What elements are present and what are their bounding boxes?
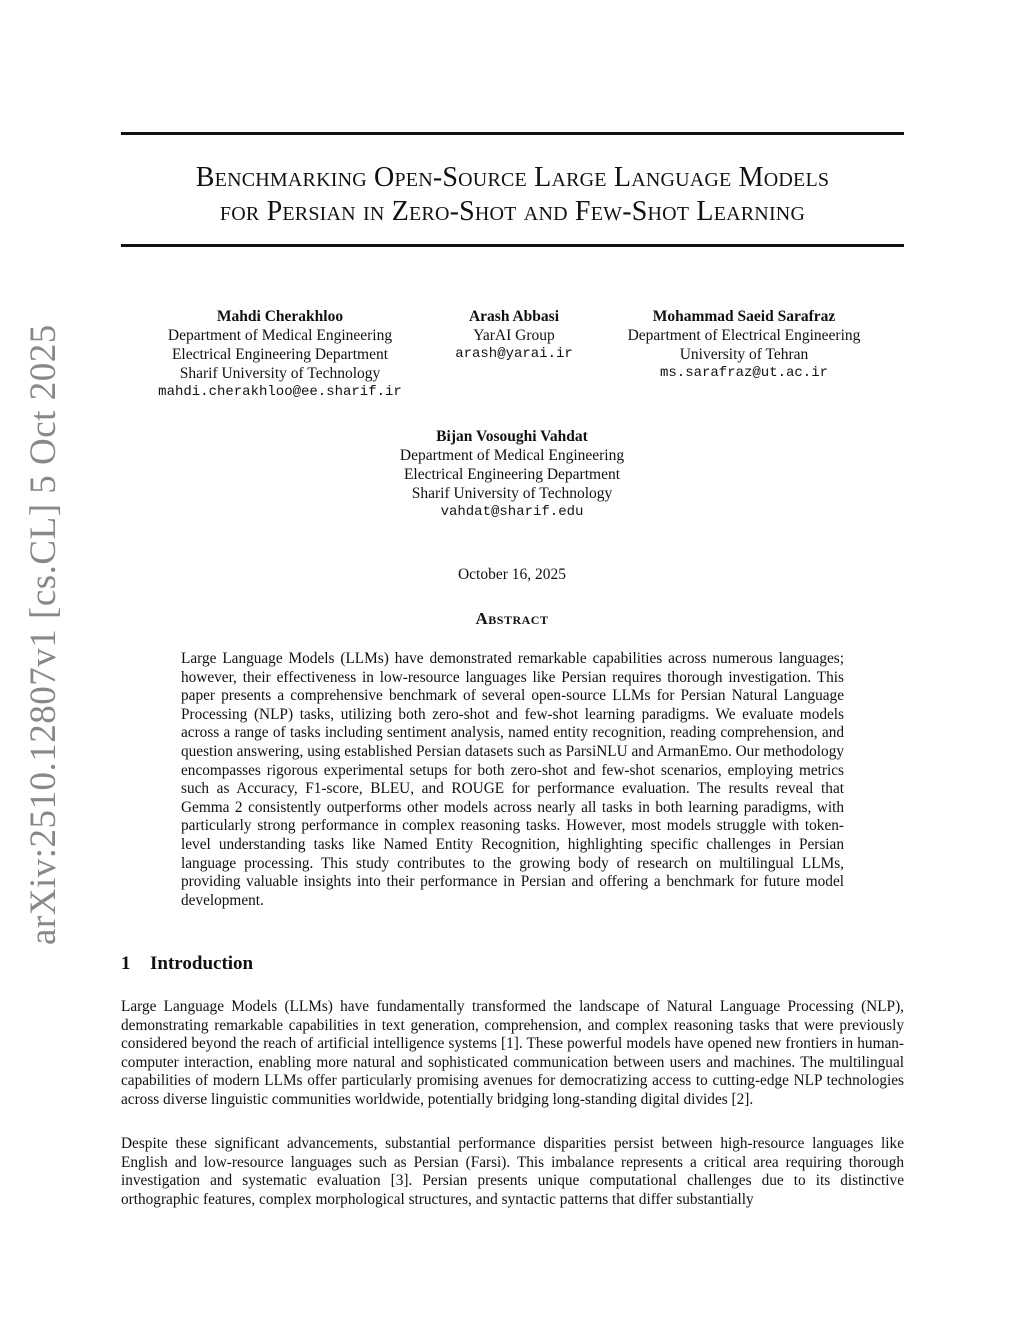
abstract-text: Large Language Models (LLMs) have demonstrated remarkable capabilities across numerous languages; however, their effectiveness in low-resource languages like Persian requires thorough investigation. This paper presents a comprehensive benchmark of several open-source LLMs for Persian Natural Language Processing (NLP) tasks, utilizing both zero-shot and few-shot learning paradigms. We evaluate models across a range of tasks including sentiment analysis, named entity recognition, reading comprehension, and question answering, using established Persian datasets such as ParsiNLU and ArmanEmo. Our methodology encompasses rigorous experimental setups for both zero-shot and few-shot scenarios, employing metrics such as Accuracy, F1-score, BLEU, and ROUGE for performance evaluation. The results reveal that Gemma 2 consistently outperforms other models across nearly all tasks in both learning paradigms, with particularly strong performance in complex reasoning tasks. However, most models struggle with token-level understanding tasks like Named Entity Recognition, highlighting specific challenges in Persian language processing. This study contributes to the growing body of research on multilingual LLMs, providing valuable insights into their performance in Persian and offering a benchmark for future model development.: [181, 650, 844, 909]
author-block: [141, 307, 419, 402]
title-rule-top: [121, 132, 904, 135]
author-email[interactable]: mahdi.cherakhloo@ee.sharif.ir: [158, 384, 402, 400]
section-number: 1: [121, 953, 131, 974]
author-email[interactable]: vahdat@sharif.edu: [440, 504, 584, 520]
author-affiliation: Department of Medical Engineering: [167, 327, 393, 344]
author-affiliation: Sharif University of Technology: [179, 365, 381, 382]
author-block: [440, 307, 588, 364]
abstract-heading: Abstract: [475, 609, 549, 628]
body-paragraph: Despite these significant advancements, substantial performance disparities persist between high-resource languages like English and low-resource languages such as Persian (Farsi). This imbalance represents a critical area requiring thorough investigation and systematic evaluation [3]. Persian presents unique computational challenges due to its distinctive orthographic features, complex morphological structures, and syntactic patterns that differ substantially: [121, 1135, 904, 1208]
author-affiliation: Department of Electrical Engineering: [627, 327, 861, 344]
author-affiliation: Department of Medical Engineering: [399, 447, 625, 464]
title-rule-bottom: [121, 244, 904, 247]
paper-date: October 16, 2025: [457, 566, 567, 583]
section-title: Introduction: [150, 953, 254, 974]
author-name: Bijan Vosoughi Vahdat: [436, 428, 588, 445]
author-email[interactable]: ms.sarafraz@ut.ac.ir: [659, 365, 829, 381]
author-name: Mahdi Cherakhloo: [216, 308, 344, 325]
author-email[interactable]: arash@yarai.ir: [455, 346, 573, 362]
author-name: Mohammad Saeid Sarafraz: [652, 308, 836, 325]
author-affiliation: University of Tehran: [679, 346, 809, 363]
body-paragraph: Large Language Models (LLMs) have fundamentally transformed the landscape of Natural Language Processing (NLP), demonstrating remarkable capabilities in text generation, comprehension, and complex reasoning tasks that were previously considered beyond the reach of artificial intelligence systems [1]. These powerful models have opened new frontiers in human-computer interaction, enabling more natural and sophisticated communication between users and machines. The multilingual capabilities of modern LLMs offer particularly promising avenues for democratizing access to cutting-edge NLP technologies across diverse linguistic communities worldwide, potentially bridging long-standing digital divides [2].: [121, 998, 904, 1108]
author-affiliation: YarAI Group: [473, 327, 555, 344]
paper-title-line-1: Benchmarking Open-Source Large Language Models: [195, 162, 830, 193]
paper-title-line-2: for Persian in Zero-Shot and Few-Shot Learning: [219, 196, 806, 227]
author-name: Arash Abbasi: [468, 308, 560, 325]
author-block: [362, 427, 662, 522]
section-heading: [121, 953, 253, 975]
author-block: [608, 307, 880, 383]
author-affiliation: Sharif University of Technology: [411, 485, 613, 502]
author-affiliation: Electrical Engineering Department: [171, 346, 389, 363]
arxiv-identifier: arXiv:2510.12807v1 [cs.CL] 5 Oct 2025: [23, 324, 64, 945]
paper-title: [121, 161, 904, 229]
author-affiliation: Electrical Engineering Department: [403, 466, 621, 483]
